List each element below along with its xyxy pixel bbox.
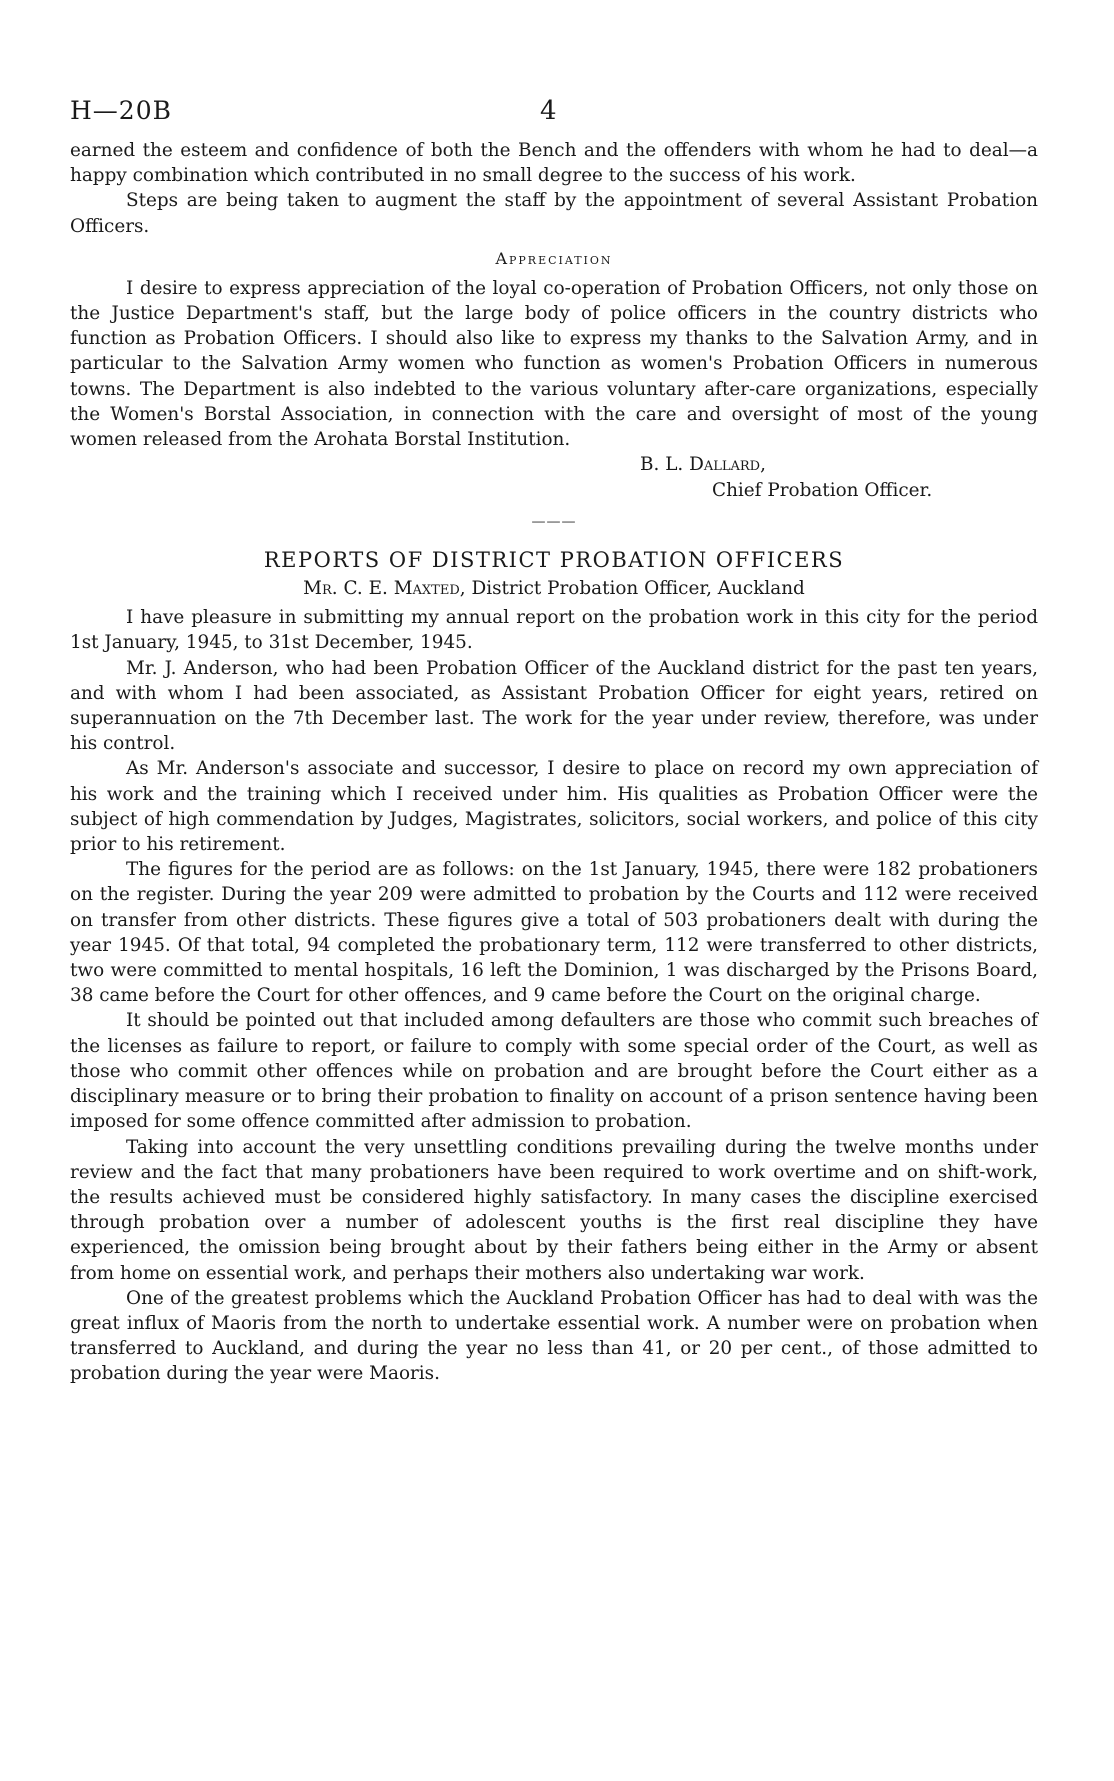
signature-name: B. L. Dallard, xyxy=(640,454,766,476)
report-paragraph: The figures for the period are as follows: on the 1st January, 1945, there were 182 probationers on the register. During the year 209 were admitted to probation by the Courts and 112 were received on transfer from other districts. These figures give a total of 503 probationers dealt with during the year 1945. Of that total, 94 completed the probationary term, 112 were transferred to other districts, two were committed to mental hospitals, 16 left the Dominion, 1 was discharged by the Prisons Board, 38 came before the Court for other offences, and 9 came before the Court on the original charge. xyxy=(70,859,1038,1007)
report-paragraph: As Mr. Anderson's associate and successor, I desire to place on record my own appreciation of his work and the training which I received under him. His qualities as Probation Officer were the subject of high commendation by Judges, Magistrates, solicitors, social workers, and police of this city prior to his retirement. xyxy=(70,758,1038,856)
reports-title: REPORTS OF DISTRICT PROBATION OFFICERS xyxy=(263,548,845,573)
officer-name: Mr. C. E. Maxted, xyxy=(303,578,466,600)
report-paragraph: One of the greatest problems which the Auckland Probation Officer has had to deal with was the great influx of Maoris from the north to undertake essential work. A number were on probation when transferred to Auckland, and during the year no less than 41, or 20 per cent., of those admitted to probation during the year were Maoris. xyxy=(70,1287,1038,1385)
document-page xyxy=(70,96,1038,1387)
signature-title: Chief Probation Officer. xyxy=(712,480,933,502)
appreciation-paragraph: I desire to express appreciation of the loyal co-operation of Probation Officers, not only those on the Justice Department's staff, but the large body of police officers in the country districts who function as Probation Officers. I should also like to express my thanks to the Salvation Army, and in particular to the Salvation Army women who function as women's Probation Officers in numerous towns. The Department is also indebted to the various voluntary after-care organizations, especially the Women's Borstal Association, in connection with the care and oversight of most of the young women released from the Arohata Borstal Institution. xyxy=(70,277,1038,451)
paragraph-staff: Steps are being taken to augment the staff by the appointment of several Assistant Probation Officers. xyxy=(70,190,1038,237)
appreciation-heading: Appreciation xyxy=(495,248,613,268)
signature-block xyxy=(70,452,1038,504)
page-header xyxy=(70,96,1038,138)
page-number: 4 xyxy=(540,96,557,126)
officer-role: District Probation Officer, Auckland xyxy=(471,578,805,600)
report-paragraph: Mr. J. Anderson, who had been Probation Officer of the Auckland district for the past ten years, and with whom I had been associated, as Assistant Probation Officer for eight years, retired on superannuation on the 7th December last. The work for the year under review, therefore, was under his control. xyxy=(70,657,1038,755)
report-paragraph: Taking into account the very unsettling conditions prevailing during the twelve months under review and the fact that many probationers have been required to work overtime and on shift-work, the results achieved must be considered highly satisfactory. In many cases the discipline exercised through probation over a number of adolescent youths is the first real discipline they have experienced, the omission being brought about by their fathers being either in the Army or absent from home on essential work, and perhaps their mothers also undertaking war work. xyxy=(70,1136,1038,1284)
document-reference: H—20B xyxy=(70,96,172,125)
paragraph-continuation: earned the esteem and confidence of both the Bench and the offenders with whom he had to deal—a happy combination which contributed in no small degree to the success of his work. xyxy=(70,140,1038,187)
report-paragraph: It should be pointed out that included among defaulters are those who commit such breaches of the licenses as failure to report, or failure to comply with some special order of the Court, as well as those who commit other offences while on probation and are brought before the Court either as a disciplinary measure or to bring their probation to finality on account of a prison sentence having been imposed for some offence committed after admission to probation. xyxy=(70,1010,1038,1133)
report-paragraph: I have pleasure in submitting my annual report on the probation work in this city for the period 1st January, 1945, to 31st December, 1945. xyxy=(70,607,1038,654)
officer-line xyxy=(70,578,1038,599)
section-divider: ——— xyxy=(531,514,577,531)
